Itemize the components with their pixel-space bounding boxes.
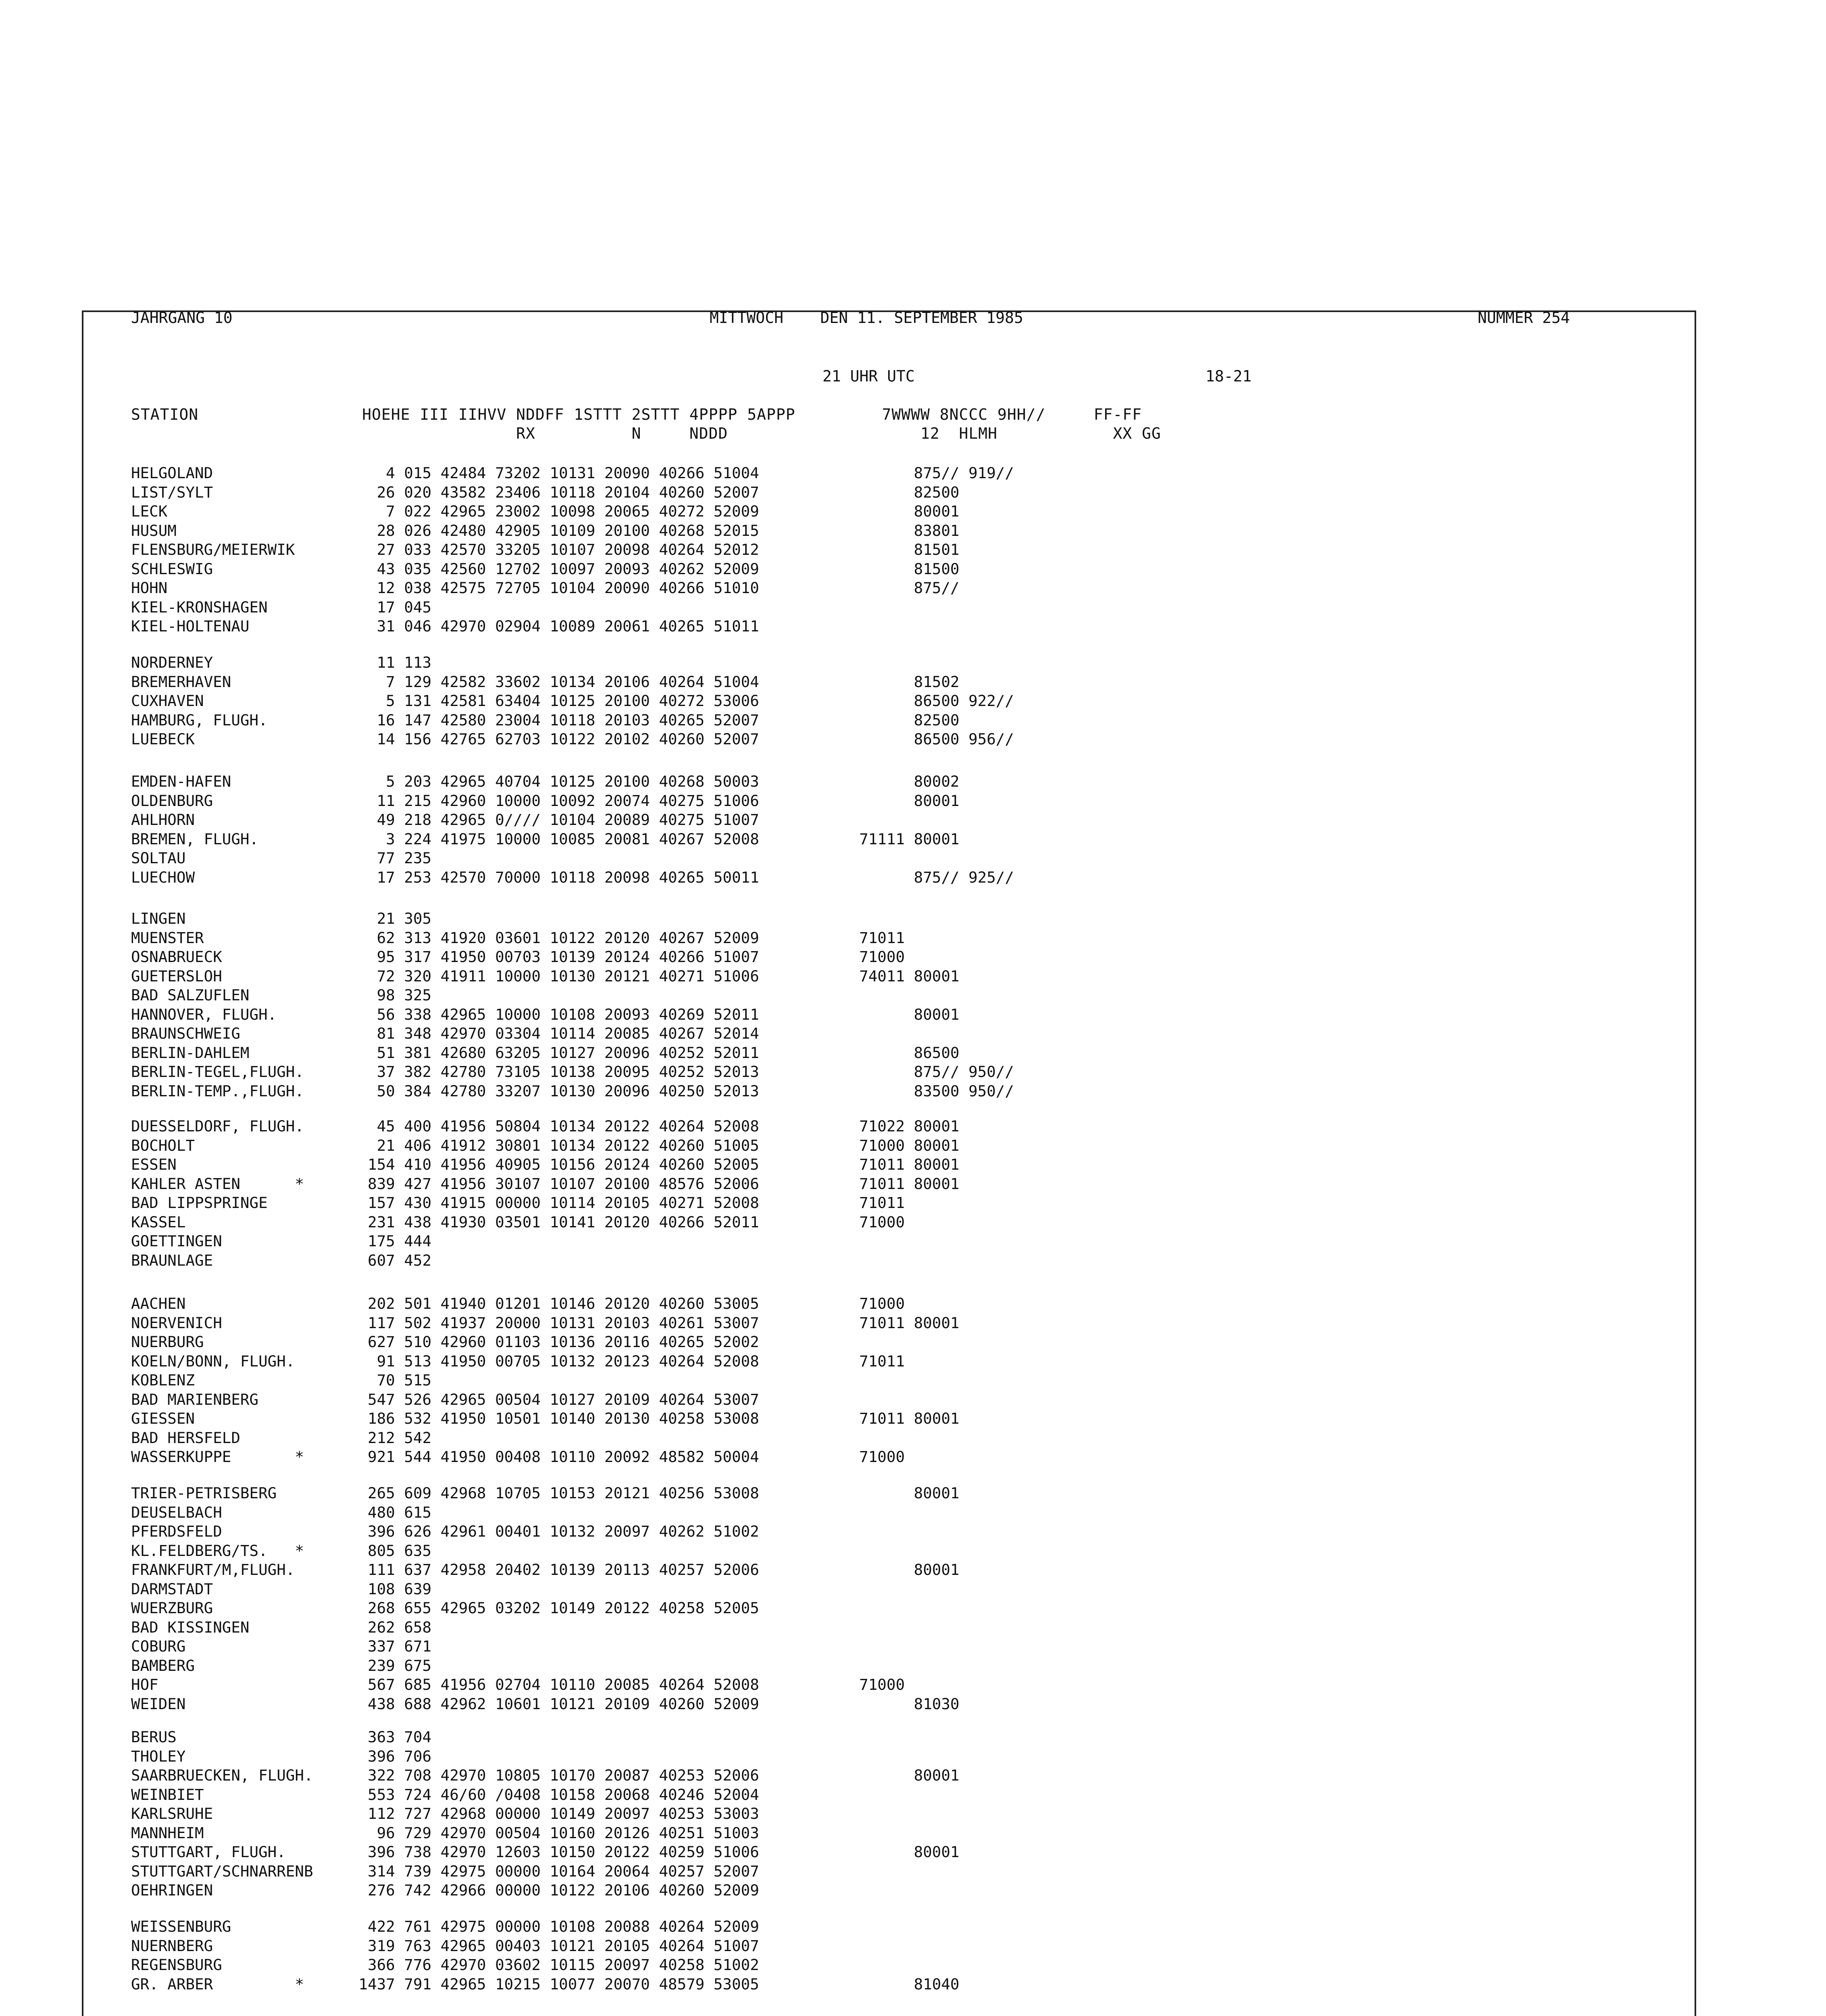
station-row: FRANKFURT/M,FLUGH. 111 637 42958 20402 10139 20113 40257 52006 80001 bbox=[131, 1561, 960, 1579]
station-row: WASSERKUPPE * 921 544 41950 00408 10110 20092 48582 50004 71000 bbox=[131, 1448, 905, 1466]
station-row: WEIDEN 438 688 42962 10601 10121 20109 40260 52009 81030 bbox=[131, 1695, 960, 1713]
column-subheaders: RX N NDDD 12 HLMH XX GG bbox=[131, 425, 1161, 442]
station-row: WUERZBURG 268 655 42965 03202 10149 20122 40258 52005 bbox=[131, 1599, 759, 1617]
station-row: BERLIN-TEMP.,FLUGH. 50 384 42780 33207 10130 20096 40250 52013 83500 950// bbox=[131, 1082, 1014, 1100]
station-group bbox=[131, 1484, 960, 1714]
station-row: BRAUNSCHWEIG 81 348 42970 03304 10114 20085 40267 52014 bbox=[131, 1025, 759, 1042]
station-row: DEUSELBACH 480 615 bbox=[131, 1503, 432, 1521]
station-row: SOLTAU 77 235 bbox=[131, 849, 432, 867]
station-row: SCHLESWIG 43 035 42560 12702 10097 20093 40262 52009 81500 bbox=[131, 560, 960, 578]
station-row: KIEL-KRONSHAGEN 17 045 bbox=[131, 598, 432, 616]
station-row: OSNABRUECK 95 317 41950 00703 10139 20124 40266 51007 71000 bbox=[131, 948, 905, 966]
station-row: LUEBECK 14 156 42765 62703 10122 20102 40260 52007 86500 956// bbox=[131, 730, 1014, 748]
station-row: EMDEN-HAFEN 5 203 42965 40704 10125 20100 40268 50003 80002 bbox=[131, 773, 960, 790]
station-row: BAD KISSINGEN 262 658 bbox=[131, 1618, 432, 1636]
station-row: BERUS 363 704 bbox=[131, 1728, 432, 1746]
station-row: BREMEN, FLUGH. 3 224 41975 10000 10085 20081 40267 52008 71111 80001 bbox=[131, 830, 960, 848]
station-row: KAHLER ASTEN * 839 427 41956 30107 10107 20100 48576 52006 71011 80001 bbox=[131, 1175, 960, 1193]
station-row: BOCHOLT 21 406 41912 30801 10134 20122 40260 51005 71000 80001 bbox=[131, 1136, 960, 1154]
station-row: STUTTGART/SCHNARRENB 314 739 42975 00000 10164 20064 40257 52007 bbox=[131, 1862, 759, 1880]
station-row: DARMSTADT 108 639 bbox=[131, 1580, 432, 1598]
station-row: STUTTGART, FLUGH. 396 738 42970 12603 10150 20122 40259 51006 80001 bbox=[131, 1843, 960, 1861]
station-row: THOLEY 396 706 bbox=[131, 1747, 432, 1765]
station-row: BAD LIPPSPRINGE 157 430 41915 00000 10114 20105 40271 52008 71011 bbox=[131, 1194, 905, 1212]
station-row: BAD SALZUFLEN 98 325 bbox=[131, 986, 432, 1004]
station-row: FLENSBURG/MEIERWIK 27 033 42570 33205 10107 20098 40264 52012 81501 bbox=[131, 541, 960, 558]
station-row: SAARBRUECKEN, FLUGH. 322 708 42970 10805 10170 20087 40253 52006 80001 bbox=[131, 1766, 960, 1784]
station-row: HANNOVER, FLUGH. 56 338 42965 10000 10108 20093 40269 52011 80001 bbox=[131, 1005, 960, 1023]
station-row: GIESSEN 186 532 41950 10501 10140 20130 40258 53008 71011 80001 bbox=[131, 1410, 960, 1427]
station-group bbox=[131, 464, 1014, 636]
station-row: KOELN/BONN, FLUGH. 91 513 41950 00705 10132 20123 40264 52008 71011 bbox=[131, 1352, 905, 1370]
station-row: BRAUNLAGE 607 452 bbox=[131, 1251, 432, 1269]
station-group bbox=[131, 1294, 960, 1467]
station-row: KARLSRUHE 112 727 42968 00000 10149 20097 40253 53003 bbox=[131, 1805, 759, 1822]
station-group bbox=[131, 1117, 960, 1270]
station-row: KIEL-HOLTENAU 31 046 42970 02904 10089 20061 40265 51011 bbox=[131, 617, 759, 635]
station-row: GR. ARBER * 1437 791 42965 10215 10077 20070 48579 53005 81040 bbox=[131, 1975, 960, 1993]
station-row: BAD HERSFELD 212 542 bbox=[131, 1429, 432, 1447]
station-row: LECK 7 022 42965 23002 10098 20065 40272 52009 80001 bbox=[131, 502, 960, 520]
station-row: HOF 567 685 41956 02704 10110 20085 40264 52008 71000 bbox=[131, 1676, 905, 1693]
station-row: BERLIN-DAHLEM 51 381 42680 63205 10127 20096 40252 52011 86500 bbox=[131, 1043, 960, 1062]
station-row: LINGEN 21 305 bbox=[131, 910, 432, 927]
station-row: OEHRINGEN 276 742 42966 00000 10122 20106 40260 52009 bbox=[131, 1881, 759, 1899]
station-group bbox=[131, 653, 1014, 749]
station-group bbox=[131, 1728, 960, 1900]
station-row: KL.FELDBERG/TS. * 805 635 bbox=[131, 1541, 432, 1560]
station-row: HAMBURG, FLUGH. 16 147 42580 23004 10118 20103 40265 52007 82500 bbox=[131, 711, 960, 729]
station-row: AACHEN 202 501 41940 01201 10146 20120 40260 53005 71000 bbox=[131, 1295, 905, 1312]
station-row: HUSUM 28 026 42480 42905 10109 20100 40268 52015 83801 bbox=[131, 521, 960, 539]
station-row: MUENSTER 62 313 41920 03601 10122 20120 40267 52009 71011 bbox=[131, 929, 905, 947]
station-row: COBURG 337 671 bbox=[131, 1637, 432, 1655]
station-row: NUERNBERG 319 763 42965 00403 10121 20105 40264 51007 bbox=[131, 1937, 759, 1955]
station-row: REGENSBURG 366 776 42970 03602 10115 20097 40258 51002 bbox=[131, 1956, 759, 1974]
column-headers: STATION HOEHE III IIHVV NDDFF 1STTT 2STTT 4PPPP 5APPP 7WWWW 8NCCC 9HH// FF-FF bbox=[131, 406, 1142, 423]
station-row: OLDENBURG 11 215 42960 10000 10092 20074 40275 51006 80001 bbox=[131, 791, 960, 810]
station-group bbox=[131, 1917, 960, 1994]
station-row: BERLIN-TEGEL,FLUGH. 37 382 42780 73105 10138 20095 40252 52013 875// 950// bbox=[131, 1063, 1014, 1081]
station-row: NOERVENICH 117 502 41937 20000 10131 20103 40261 53007 71011 80001 bbox=[131, 1314, 960, 1332]
station-row: HOHN 12 038 42575 72705 10104 20090 40266 51010 875// bbox=[131, 579, 960, 597]
station-row: PFERDSFELD 396 626 42961 00401 10132 20097 40262 51002 bbox=[131, 1522, 759, 1540]
station-row: WEISSENBURG 422 761 42975 00000 10108 20088 40264 52009 bbox=[131, 1918, 759, 1935]
station-row: KOBLENZ 70 515 bbox=[131, 1371, 432, 1389]
station-row: WEINBIET 553 724 46/60 /0408 10158 20068 40246 52004 bbox=[131, 1785, 759, 1804]
station-row: GOETTINGEN 175 444 bbox=[131, 1232, 432, 1250]
station-row: CUXHAVEN 5 131 42581 63404 10125 20100 40272 53006 86500 922// bbox=[131, 692, 1014, 710]
station-row: KASSEL 231 438 41930 03501 10141 20120 40266 52011 71000 bbox=[131, 1213, 905, 1231]
volume-label: JAHRGANG 10 bbox=[131, 309, 233, 327]
observation-time: 21 UHR UTC bbox=[822, 367, 915, 385]
station-row: DUESSELDORF, FLUGH. 45 400 41956 50804 10134 20122 40264 52008 71022 80001 bbox=[131, 1117, 960, 1135]
station-row: LIST/SYLT 26 020 43582 23406 10118 20104 40260 52007 82500 bbox=[131, 483, 960, 501]
station-row: NUERBURG 627 510 42960 01103 10136 20116 40265 52002 bbox=[131, 1333, 759, 1351]
station-row: HELGOLAND 4 015 42484 73202 10131 20090 40266 51004 875// 919// bbox=[131, 464, 1014, 482]
station-row: BAD MARIENBERG 547 526 42965 00504 10127 20109 40264 53007 bbox=[131, 1390, 759, 1408]
station-group bbox=[131, 909, 1014, 1101]
station-row: TRIER-PETRISBERG 265 609 42968 10705 10153 20121 40256 53008 80001 bbox=[131, 1484, 960, 1502]
station-row: GUETERSLOH 72 320 41911 10000 10130 20121 40271 51006 74011 80001 bbox=[131, 967, 960, 985]
date-label: MITTWOCH DEN 11. SEPTEMBER 1985 bbox=[710, 309, 1023, 327]
station-row: MANNHEIM 96 729 42970 00504 10160 20126 40251 51003 bbox=[131, 1824, 759, 1842]
time-range: 18-21 bbox=[1206, 367, 1252, 385]
issue-number: NUMMER 254 bbox=[1478, 309, 1570, 327]
station-row: BAMBERG 239 675 bbox=[131, 1656, 432, 1674]
station-group bbox=[131, 772, 1014, 887]
station-row: BREMERHAVEN 7 129 42582 33602 10134 20106 40264 51004 81502 bbox=[131, 673, 960, 691]
station-row: AHLHORN 49 218 42965 0//// 10104 20089 40275 51007 bbox=[131, 811, 759, 829]
station-row: NORDERNEY 11 113 bbox=[131, 654, 432, 671]
station-row: LUECHOW 17 253 42570 70000 10118 20098 40265 50011 875// 925// bbox=[131, 868, 1014, 886]
station-row: ESSEN 154 410 41956 40905 10156 20124 40260 52005 71011 80001 bbox=[131, 1156, 960, 1173]
